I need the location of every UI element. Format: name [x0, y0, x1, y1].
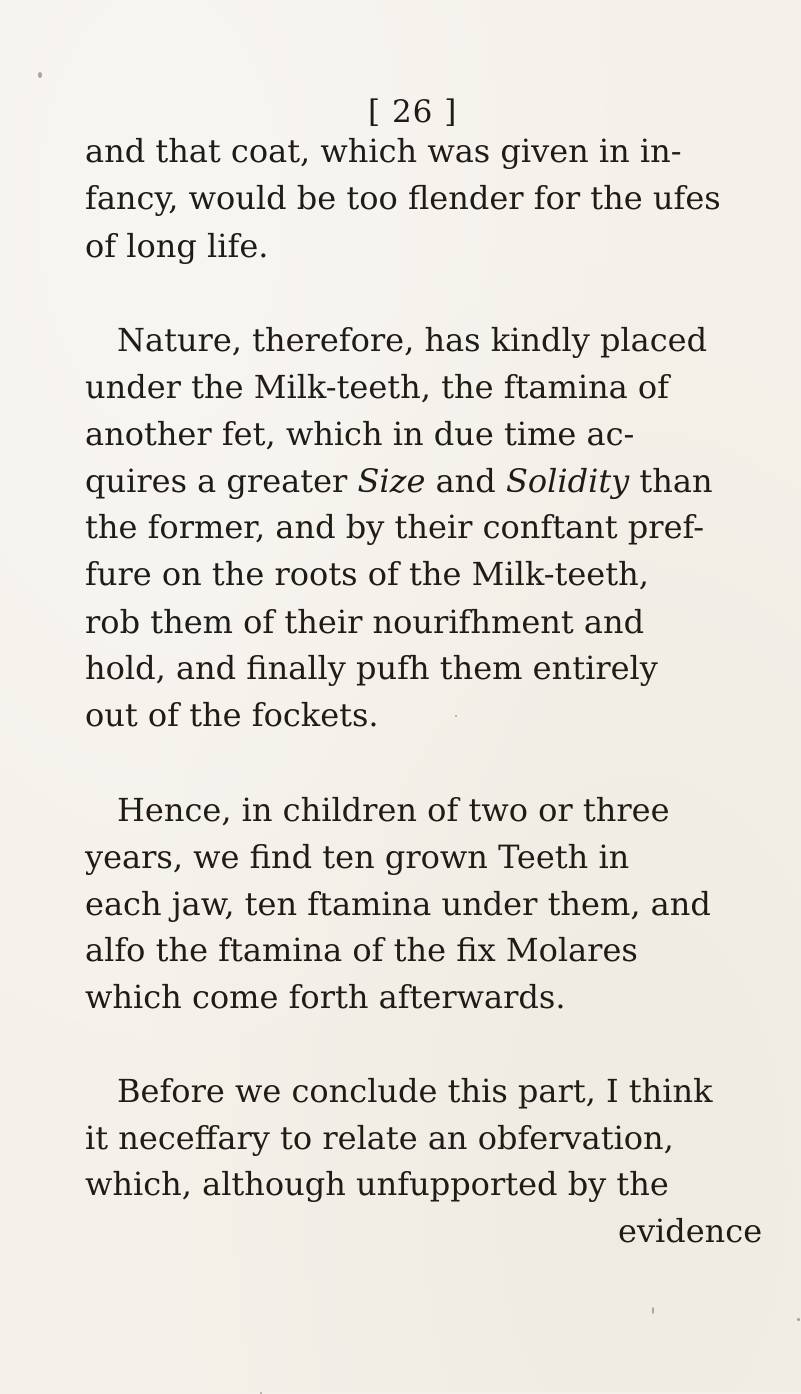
text-line: of long life.: [85, 227, 269, 265]
text-line: each jaw, ten ftamina under them, and: [85, 885, 711, 923]
text-segment: and: [425, 462, 506, 500]
text-segment: quires a greater: [85, 462, 358, 500]
text-line: out of the fockets.: [85, 696, 379, 734]
italic-word: Solidity: [505, 462, 630, 500]
text-line: hold, and finally pufh them entirely: [85, 649, 658, 687]
paper-speck: [38, 72, 42, 78]
text-line: [85, 459, 713, 503]
text-line: years, we find ten grown Teeth in: [85, 838, 630, 876]
text-line: which, although unfupported by the: [85, 1165, 669, 1203]
text-line: Nature, therefore, has kindly placed: [117, 321, 708, 359]
text-segment: than: [629, 462, 713, 500]
text-line: rob them of their nourifhment and: [85, 603, 645, 641]
text-line: it neceffary to relate an obfervation,: [85, 1119, 674, 1157]
catchword: evidence: [618, 1212, 763, 1250]
text-line: the former, and by their conftant pref-: [85, 508, 705, 546]
text-line: under the Milk-teeth, the ftamina of: [85, 368, 670, 406]
text-line: another fet, which in due time ac-: [85, 415, 635, 453]
text-line: fancy, would be too flender for the ufes: [85, 179, 721, 217]
paper-speck: [797, 1318, 800, 1321]
text-line: alfo the ftamina of the fix Molares: [85, 931, 638, 969]
text-line: fure on the roots of the Milk-teeth,: [85, 555, 649, 593]
paper-speck: [652, 1307, 654, 1314]
text-line: and that coat, which was given in in-: [85, 132, 682, 170]
text-line: Before we conclude this part, I think: [117, 1072, 713, 1110]
italic-word: Size: [357, 462, 426, 500]
page-number: [ 26 ]: [368, 94, 458, 130]
paper-speck: [455, 715, 457, 717]
text-line: Hence, in children of two or three: [117, 791, 670, 829]
text-line: which come forth afterwards.: [85, 978, 566, 1016]
